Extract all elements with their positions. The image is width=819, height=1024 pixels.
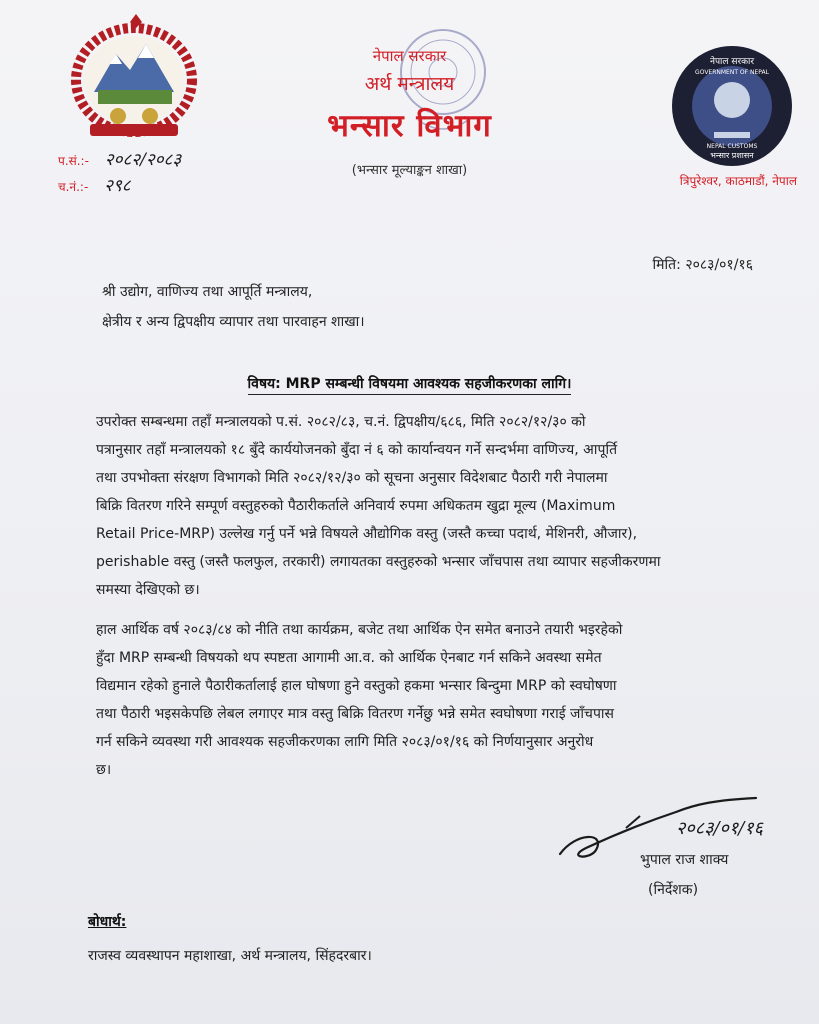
paragraph-line: गर्न सकिने व्यवस्था गरी आवश्यक सहजीकरणका लागि मिति २०८३/०१/१६ को निर्णयानुसार अनुरोध bbox=[96, 734, 594, 750]
paragraph-line: छ। bbox=[96, 762, 112, 778]
reference-number bbox=[58, 147, 181, 170]
cc-label: बोधार्थ: bbox=[88, 914, 127, 930]
paragraph-line: तथा पैठारी भइसकेपछि लेबल लगाएर मात्र वस्तु बिक्रि वितरण गर्नेछु भन्ने समेत स्वघोषणा गराई जाँचपास bbox=[96, 706, 614, 722]
reference-ps-label: प.सं.:- bbox=[58, 154, 89, 168]
paragraph-line: विद्यमान रहेको हुनाले पैठारीकर्तालाई हाल घोषणा हुने वस्तुको हकमा भन्सार बिन्दुमा MRP को स्वघोषणा bbox=[96, 678, 617, 694]
signatory-title: (निर्देशक) bbox=[648, 882, 699, 898]
signature-date: २०८३/०१/१६ bbox=[676, 818, 764, 839]
paragraph-line: उपरोक्त सम्बन्धमा तहाँ मन्त्रालयको प.सं. २०८२/८३, च.नं. द्विपक्षीय/६८६, मिति २०८२/१२/३० को bbox=[96, 414, 586, 430]
branch-heading: (भन्सार मूल्याङ्कन शाखा) bbox=[351, 163, 468, 178]
customs-logo-top-text: नेपाल सरकार bbox=[709, 57, 755, 67]
paragraph-line: perishable वस्तु (जस्तै फलफुल, तरकारी) लगायतका वस्तुहरुको भन्सार जाँचपास तथा व्यापार सहजीकरणमा bbox=[96, 554, 661, 570]
reference-cn-value: २९८ bbox=[104, 176, 131, 196]
subject-text: विषय: MRP सम्बन्धी विषयमा आवश्यक सहजीकरणका लागि। bbox=[248, 376, 572, 395]
body-paragraph-1 bbox=[96, 408, 756, 604]
paragraph-line: तथा उपभोक्ता संरक्षण विभागको मिति २०८२/१२/३० को सूचना अनुसार विदेशबाट पैठारी गरी नेपालमा bbox=[96, 470, 608, 486]
customs-logo-bottom-text: NEPAL CUSTOMS bbox=[706, 143, 758, 150]
dispatch-number bbox=[58, 173, 131, 196]
paragraph-line: पत्रानुसार तहाँ मन्त्रालयको १८ बुँदे कार्ययोजनको बुँदा नं ६ को कार्यान्वयन गर्ने सन्दर्भमा वाणिज्य, आपूर्ति bbox=[96, 442, 618, 458]
paragraph-line: हाल आर्थिक वर्ष २०८३/८४ को नीति तथा कार्यक्रम, बजेट तथा आर्थिक ऐन समेत बनाउने तयारी भइरहेको bbox=[96, 622, 623, 638]
paragraph-line: समस्या देखिएको छ। bbox=[96, 582, 200, 598]
letter-subject bbox=[0, 374, 819, 393]
ministry-heading: अर्थ मन्त्रालय bbox=[364, 73, 455, 95]
customs-logo-ring-text: GOVERNMENT OF NEPAL bbox=[695, 69, 769, 76]
body-paragraph-2 bbox=[96, 616, 756, 784]
signatory-name: भुपाल राज शाक्य bbox=[640, 852, 729, 868]
reference-ps-value: २०८२/२०८३ bbox=[104, 150, 182, 170]
department-heading: भन्सार विभाग bbox=[327, 108, 492, 144]
government-heading: नेपाल सरकार bbox=[372, 47, 447, 65]
addressee-line-1: श्री उद्योग, वाणिज्य तथा आपूर्ति मन्त्रालय, bbox=[102, 284, 313, 300]
addressee-line-2: क्षेत्रीय र अन्य द्विपक्षीय व्यापार तथा पारवाहन शाखा। bbox=[102, 314, 365, 330]
customs-logo-base-text: भन्सार प्रशासन bbox=[710, 151, 754, 160]
office-address: त्रिपुरेश्वर, काठमाडौं, नेपाल bbox=[679, 174, 797, 188]
reference-cn-label: च.नं.:- bbox=[58, 180, 89, 194]
paragraph-line: Retail Price-MRP) उल्लेख गर्नु पर्ने भन्ने विषयले औद्योगिक वस्तु (जस्तै कच्चा पदार्थ, मेशिनरी, औजार), bbox=[96, 526, 638, 542]
cc-recipient: राजस्व व्यवस्थापन महाशाखा, अर्थ मन्त्रालय, सिंहदरबार। bbox=[88, 948, 372, 964]
nepal-customs-logo-icon bbox=[670, 44, 794, 168]
paragraph-line: बिक्रि वितरण गरिने सम्पूर्ण वस्तुहरुको पैठारीकर्ताले अनिवार्य रुपमा अधिकतम खुद्रा मूल्य (Maximum bbox=[96, 498, 616, 514]
paragraph-line: हुँदा MRP सम्बन्धी विषयको थप स्पष्टता आगामी आ.व. को आर्थिक ऐनबाट गर्न सकिने अवस्था समेत bbox=[96, 650, 602, 666]
letter-date: मिति: २०८३/०१/१६ bbox=[652, 257, 753, 273]
